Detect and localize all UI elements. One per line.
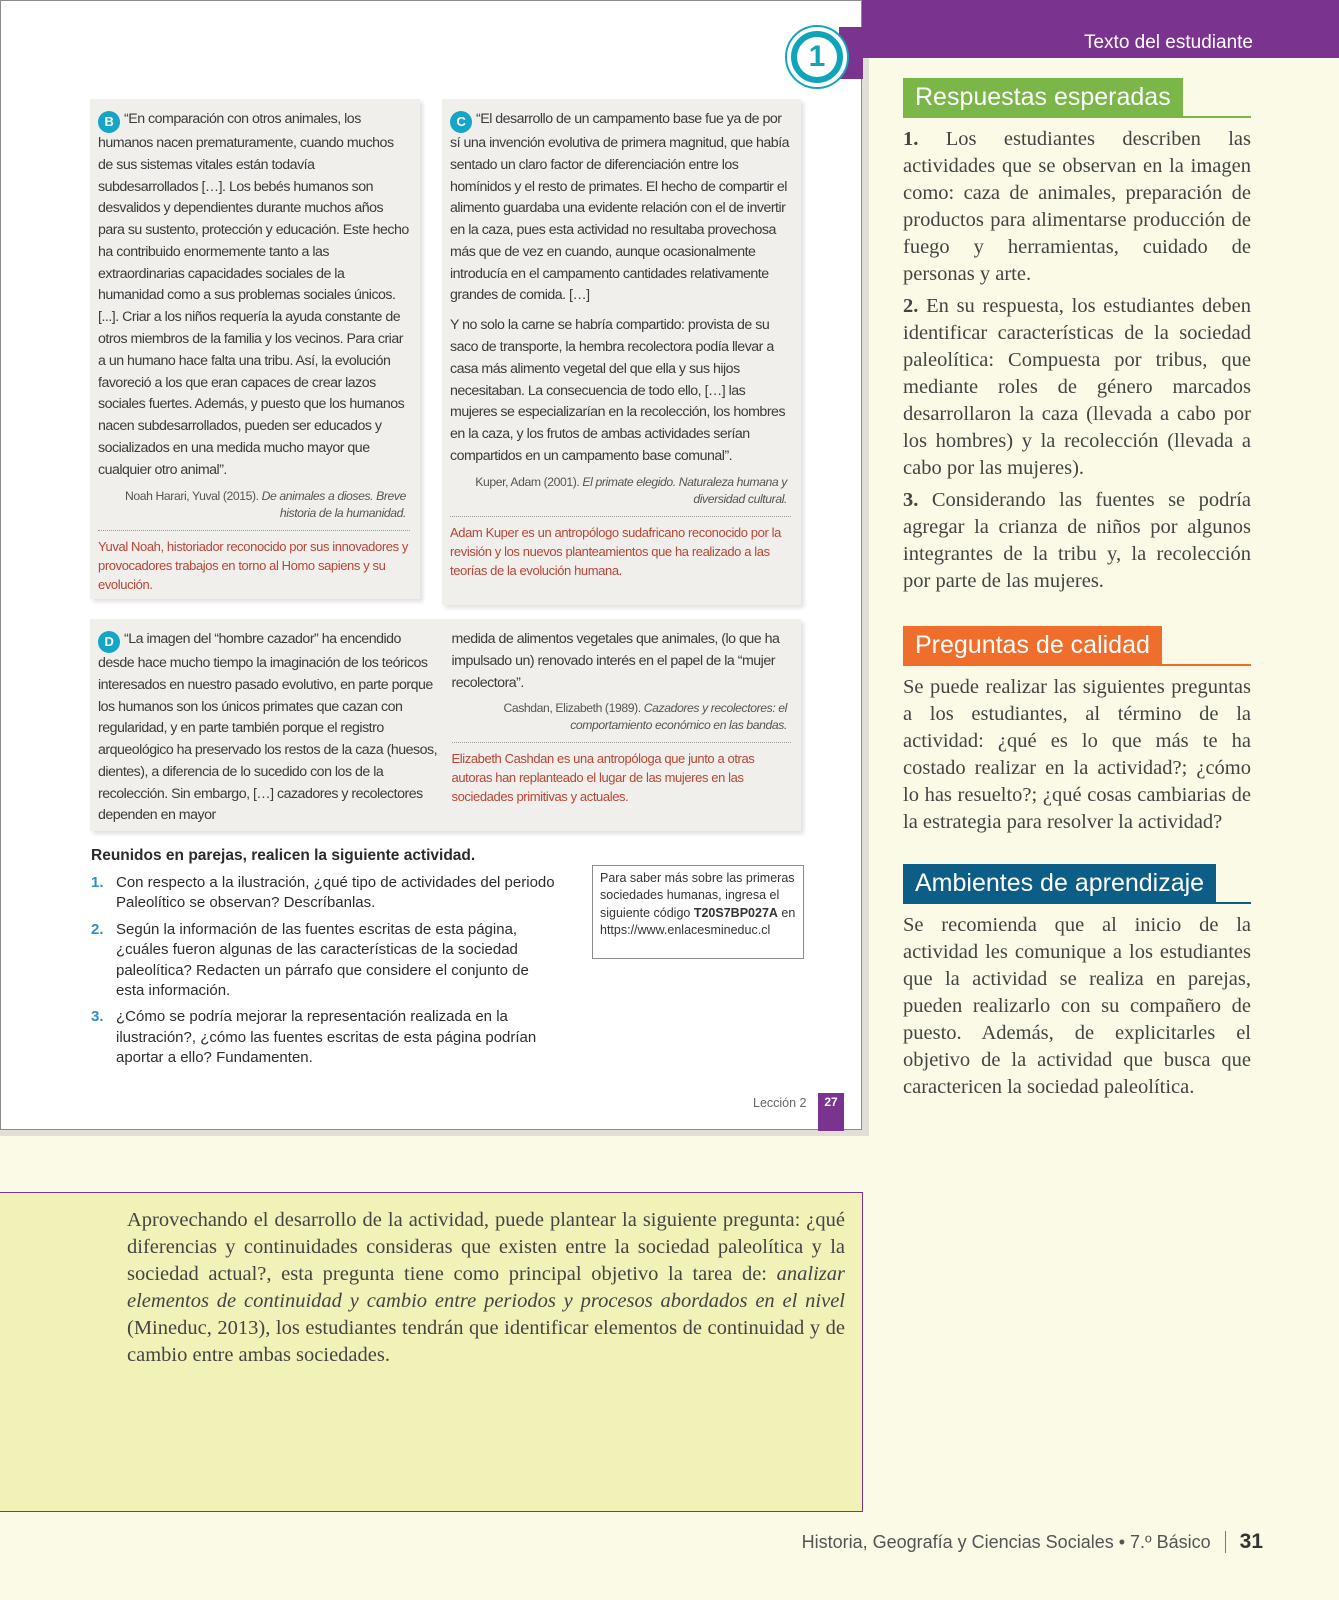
source-d-author-note: Elizabeth Cashdan es una antropóloga que junto a otras autoras han replanteado el lugar de las mujeres en las sociedades primitivas y actuales. [452, 742, 792, 806]
link-box-en: en [781, 905, 796, 920]
preguntas-content: Se puede realizar las siguientes preguntas a los estudiantes, al término de la actividad: ¿qué es lo que más te ha costado realizar en la actividad?; ¿cómo lo has resuelto?; ¿qué cosas cambiarias de la estrategia para resolver la actividad? [903, 676, 1251, 833]
source-b-quote [98, 109, 410, 482]
respuestas-heading [903, 78, 1251, 118]
activity-item-text: Según la información de las fuentes escritas de esta página, ¿cuáles fueron algunas de las características de la sociedad paleolítica? Redacten un párrafo que considere el conjunto de esta información. [116, 920, 529, 1000]
bottom-text-italic: analizar elementos de continuidad y cambio entre periodos y procesos abordados en el nivel [127, 1263, 846, 1312]
bottom-text-before: Aprovechando el desarrollo de la actividad, puede plantear la siguiente pregunta: ¿qué diferencias y continuidades consideras que existen entre la sociedad paleolítica y la sociedad actual?, esta pregunta tiene como principal objetivo la tarea de: [127, 1209, 845, 1285]
lesson-label: Lección 2 [753, 1096, 807, 1110]
source-c-badge: C [450, 111, 472, 133]
activity-item-number: 2. [91, 920, 104, 938]
top-banner [862, 0, 1339, 58]
footer-subject: Historia, Geografía y Ciencias Sociales • 7.º Básico [801, 1531, 1211, 1552]
source-c-cite-author: Kuper, Adam (2001). [475, 474, 580, 489]
bottom-text-after: (Mineduc, 2013), los estudiantes tendrán que identificar elementos de continuidad y de cambio entre ambas sociedades. [127, 1317, 845, 1366]
source-b-cite-author: Noah Harari, Yuval (2015). [124, 488, 259, 503]
source-b-box [90, 99, 420, 599]
source-d-box [90, 619, 801, 831]
source-d-cite-author: Cashdan, Elizabeth (1989). [503, 701, 641, 716]
link-box-url[interactable]: https://www.enlacesmineduc.cl [600, 923, 771, 938]
respuesta-item [903, 487, 1251, 595]
activity-item [91, 1007, 561, 1068]
bottom-note-text [127, 1207, 845, 1369]
activity-item-number: 3. [91, 1008, 104, 1026]
ambientes-heading [903, 864, 1251, 904]
ambientes-content: Se recomienda que al inicio de la actividad les comunique a los estudiantes que la actividad se realiza en parejas, pueden realizarlo con su compañero de puesto. Además, de explicitarles el objetivo de la actividad que busca que caractericen la sociedad paleolítica. [903, 914, 1251, 1098]
student-page-number: 27 [818, 1093, 844, 1131]
source-b-cite-title: De animales a dioses. Breve historia de la humanidad. [261, 488, 406, 520]
respuestas-content [903, 126, 1251, 595]
source-d-text-right: medida de alimentos vegetales que animales, (lo que ha impulsado un) renovado interés en el papel de la “mujer recolectora”. [451, 631, 780, 691]
link-box-text: Para saber más sobre las primeras sociedades humanas, ingresa el siguiente código [600, 871, 795, 920]
respuestas-title: Respuestas esperadas [903, 78, 1183, 116]
source-c-citation [450, 474, 791, 508]
respuesta-number: 3. [903, 489, 919, 511]
preguntas-title: Preguntas de calidad [903, 626, 1162, 664]
more-info-link-box [592, 865, 804, 959]
source-b-badge: B [98, 111, 120, 133]
bottom-note-box [0, 1192, 863, 1512]
activity-item-text: ¿Cómo se podría mejorar la representación realizada en la ilustración?, ¿cómo las fuentes escritas de esta página podrían aportar a ello? Fundamenten. [116, 1008, 537, 1067]
banner-label: Texto del estudiante [1083, 32, 1253, 53]
source-c-box [442, 99, 801, 605]
respuesta-number: 2. [903, 295, 919, 317]
activity-item-number: 1. [91, 874, 104, 891]
source-b-citation [98, 488, 410, 522]
unit-number: 1 [797, 37, 837, 77]
source-c-author-note: Adam Kuper es un antropólogo sudafricano reconocido por la revisión y los nuevos planteamientos que ha realizado a las teorías de la evolución humana. [450, 516, 791, 580]
source-d-quote-left [98, 629, 438, 823]
source-c-text-1: “El desarrollo de un campamento base fue ya de por sí una invención evolutiva de primera magnitud, que había sentado un claro factor de diferenciación entre los homínidos y el resto de primates. El hecho de compartir el alimento guardaba una evidente relación con el de invertir en la caza, pues esta actividad no resultaba provechosa más que de vez en cuando, aunque ocasionalmente introducía en el campamento cantidades relativamente grandes de comida. […] [450, 111, 790, 304]
activity-item [91, 920, 561, 1002]
activity-title: Reunidos en parejas, realicen la siguiente actividad. [91, 847, 476, 864]
source-d-text-left: “La imagen del “hombre cazador” ha encendido desde hace mucho tiempo la imaginación de los teóricos interesados en nuestro pasado evolutivo, en parte porque los humanos son los únicos primates que cazan con regularidad, y en parte también porque el registro arqueológico ha preservado los restos de la caza (huesos, dientes), a diferencia de lo sucedido con los de la recolección. Sin embargo, […] cazadores y recolectores dependen en mayor [98, 631, 438, 824]
source-b-text: “En comparación con otros animales, los humanos nacen prematuramente, cuando muchos de sus sistemas vitales están todavía subdesarrollados […]. Los bebés humanos son desvalidos y dependientes durante muchos años para su sustento, protección y educación. Este hecho ha contribuido enormemente tanto a las extraordinarias capacidades sociales de la humanidad como a sus problemas sociales únicos. [...]. Criar a los niños requería la ayuda constante de otros miembros de la familia y los vecinos. Para criar a un humano hace falta una tribu. Así, la evolución favoreció a los que eran capaces de crear lazos sociales fuertes. Además, y puesto que los humanos nacen subdesarrollados, pueden ser educados y socializados en una medida mucho mayor que cualquier otro animal”. [98, 111, 409, 478]
preguntas-heading [903, 626, 1251, 666]
activity-list [91, 873, 561, 1075]
source-d-badge: D [98, 631, 120, 653]
respuesta-text: Los estudiantes describen las actividades que se observan en la imagen como: caza de animales, preparación de productos para alimentarse producción de fuego y herramientas, cuidado de personas y arte. [903, 128, 1251, 285]
respuesta-text: En su respuesta, los estudiantes deben identificar características de la sociedad paleolítica: Compuesta por tribus, que mediante roles de género marcados desarrollaron la caza (llevada a cabo por los hombres) y la recolección (llevada a cabo por las mujeres). [903, 295, 1252, 479]
respuesta-item [903, 126, 1251, 288]
source-b-author-note: Yuval Noah, historiador reconocido por sus innovadores y provocadores trabajos en torno al Homo sapiens y su evolución. [98, 530, 410, 594]
activity-item [91, 873, 561, 914]
footer-separator [1225, 1531, 1226, 1553]
source-d-right-column [452, 629, 792, 823]
activity-item-text: Con respecto a la ilustración, ¿qué tipo de actividades del periodo Paleolítico se observan? Descríbanlas. [116, 874, 555, 912]
respuesta-number: 1. [903, 128, 919, 150]
source-d-citation [452, 700, 792, 734]
respuesta-text: Considerando las fuentes se podría agregar la crianza de niños por algunos integrantes de la tribu y, la recolección por parte de las mujeres. [903, 489, 1251, 592]
unit-number-badge [787, 27, 847, 87]
source-c-text-2: Y no solo la carne se habría compartido: provista de su saco de transporte, la hembra recolectora podía llevar a casa más alimento vegetal del que ella y sus hijos necesitaban. La consecuencia de todo ello, […] las mujeres se especializarían en la recolección, los hombres en la caza, y los frutos de ambas actividades serían compartidos en un campamento base comunal”. [450, 317, 786, 465]
source-c-quote [450, 109, 791, 468]
student-page-inner [0, 0, 862, 1130]
ambientes-title: Ambientes de aprendizaje [903, 864, 1216, 902]
page-footer [802, 1530, 1263, 1554]
source-c-cite-title: El primate elegido. Naturaleza humana y diversidad cultural. [582, 474, 787, 506]
respuesta-item [903, 293, 1251, 482]
footer-page-number: 31 [1239, 1530, 1263, 1553]
student-book-page [0, 0, 869, 1136]
source-d-cite-title: Cazadores y recolectores: el comportamiento económico en las bandas. [570, 701, 787, 733]
link-box-code: T20S7BP027A [693, 905, 778, 920]
